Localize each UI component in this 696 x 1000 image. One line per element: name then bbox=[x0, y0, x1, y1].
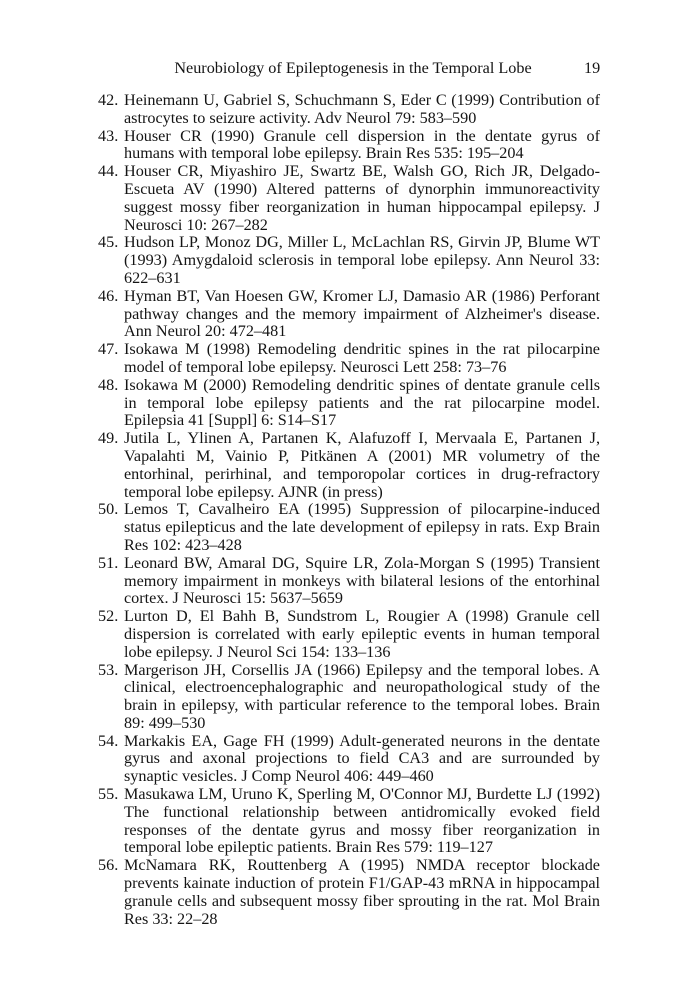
page-header bbox=[0, 57, 696, 79]
reference-text: Jutila L, Ylinen A, Partanen K, Alafuzoff I, Mervaala E, Partanen J, Vapalahti M, Vainio P, Pitkänen A (2001) MR volumetry of the entorhinal, perirhinal, and temporopolar cortices in drug-refractory temporal lobe epilepsy. AJNR (in press) bbox=[124, 429, 600, 501]
reference-entry bbox=[98, 128, 600, 164]
reference-entry bbox=[98, 608, 600, 661]
reference-text: Hudson LP, Monoz DG, Miller L, McLachlan RS, Girvin JP, Blume WT (1993) Amygdaloid sclerosis in temporal lobe epilepsy. Ann Neurol 33: 622–631 bbox=[124, 233, 600, 287]
reference-text: Margerison JH, Corsellis JA (1966) Epilepsy and the temporal lobes. A clinical, electroencephalographic and neuropathological study of the brain in epilepsy, with particular reference to the temporal lobes. Brain 89: 499–530 bbox=[124, 660, 600, 732]
reference-entry bbox=[98, 377, 600, 430]
reference-entry bbox=[98, 786, 600, 857]
reference-entry bbox=[98, 430, 600, 501]
running-title: Neurobiology of Epileptogenesis in the Temporal Lobe bbox=[174, 59, 532, 77]
reference-number: 47. bbox=[98, 340, 119, 359]
reference-number: 51. bbox=[98, 553, 119, 572]
reference-number: 53. bbox=[98, 660, 119, 679]
reference-number: 56. bbox=[98, 856, 119, 875]
reference-number: 49. bbox=[98, 429, 119, 448]
reference-number: 55. bbox=[98, 785, 119, 804]
reference-text: Heinemann U, Gabriel S, Schuchmann S, Eder C (1999) Contribution of astrocytes to seizure activity. Adv Neurol 79: 583–590 bbox=[124, 91, 600, 127]
reference-entry bbox=[98, 163, 600, 234]
reference-number: 50. bbox=[98, 500, 119, 519]
reference-text: Hyman BT, Van Hoesen GW, Kromer LJ, Damasio AR (1986) Perforant pathway changes and the memory impairment of Alzheimer's disease. Ann Neurol 20: 472–481 bbox=[124, 286, 600, 341]
reference-text: Houser CR, Miyashiro JE, Swartz BE, Walsh GO, Rich JR, Delgado-Escueta AV (1990) Altered patterns of dynorphin immunoreactivity suggest mossy fiber reorganization in human hippocampal epilepsy. J Neurosci 10: 267–282 bbox=[124, 162, 600, 234]
reference-entry bbox=[98, 555, 600, 608]
reference-entry bbox=[98, 288, 600, 341]
reference-number: 43. bbox=[98, 126, 119, 145]
reference-text: Markakis EA, Gage FH (1999) Adult-generated neurons in the dentate gyrus and axonal projections to field CA3 and are surrounded by synaptic vesicles. J Comp Neurol 406: 449–460 bbox=[124, 731, 600, 786]
reference-number: 46. bbox=[98, 286, 119, 305]
reference-number: 44. bbox=[98, 162, 119, 181]
page-number: 19 bbox=[584, 59, 601, 77]
reference-text: McNamara RK, Routtenberg A (1995) NMDA receptor blockade prevents kainate induction of protein F1/GAP-43 mRNA in hippocampal granule cells and subsequent mossy fiber sprouting in the rat. Mol Brain Res 33: 22–28 bbox=[124, 856, 600, 928]
reference-entry bbox=[98, 92, 600, 128]
reference-entry bbox=[98, 733, 600, 786]
reference-number: 42. bbox=[98, 91, 119, 109]
reference-text: Lurton D, El Bahh B, Sundstrom L, Rougier A (1998) Granule cell dispersion is correlated with early epileptic events in human temporal lobe epilepsy. J Neurol Sci 154: 133–136 bbox=[124, 607, 600, 661]
reference-text: Masukawa LM, Uruno K, Sperling M, O'Connor MJ, Burdette LJ (1992) The functional relationship between antidromically evoked field responses of the dentate gyrus and mossy fiber reorganization in temporal lobe epileptic patients. Brain Res 579: 119–127 bbox=[124, 785, 600, 857]
reference-number: 54. bbox=[98, 731, 119, 750]
reference-text: Isokawa M (2000) Remodeling dendritic spines of dentate granule cells in temporal lobe epilepsy patients and the rat pilocarpine model. Epilepsia 41 [Suppl] 6: S14–S17 bbox=[124, 375, 600, 430]
reference-number: 48. bbox=[98, 375, 119, 394]
reference-text: Houser CR (1990) Granule cell dispersion in the dentate gyrus of humans with temporal lobe epilepsy. Brain Res 535: 195–204 bbox=[124, 126, 600, 163]
reference-entry bbox=[98, 234, 600, 287]
reference-text: Lemos T, Cavalheiro EA (1995) Suppression of pilocarpine-induced status epilepticus and the late development of epilepsy in rats. Exp Brain Res 102: 423–428 bbox=[124, 500, 600, 554]
reference-entry bbox=[98, 857, 600, 928]
reference-number: 45. bbox=[98, 233, 119, 252]
reference-entry bbox=[98, 501, 600, 554]
reference-text: Leonard BW, Amaral DG, Squire LR, Zola-Morgan S (1995) Transient memory impairment in monkeys with bilateral lesions of the entorhinal cortex. J Neurosci 15: 5637–5659 bbox=[124, 553, 600, 608]
reference-number: 52. bbox=[98, 607, 119, 626]
reference-text: Isokawa M (1998) Remodeling dendritic spines in the rat pilocarpine model of temporal lobe epilepsy. Neurosci Lett 258: 73–76 bbox=[124, 340, 600, 376]
reference-list bbox=[98, 92, 600, 928]
reference-entry bbox=[98, 662, 600, 733]
reference-entry bbox=[98, 341, 600, 377]
